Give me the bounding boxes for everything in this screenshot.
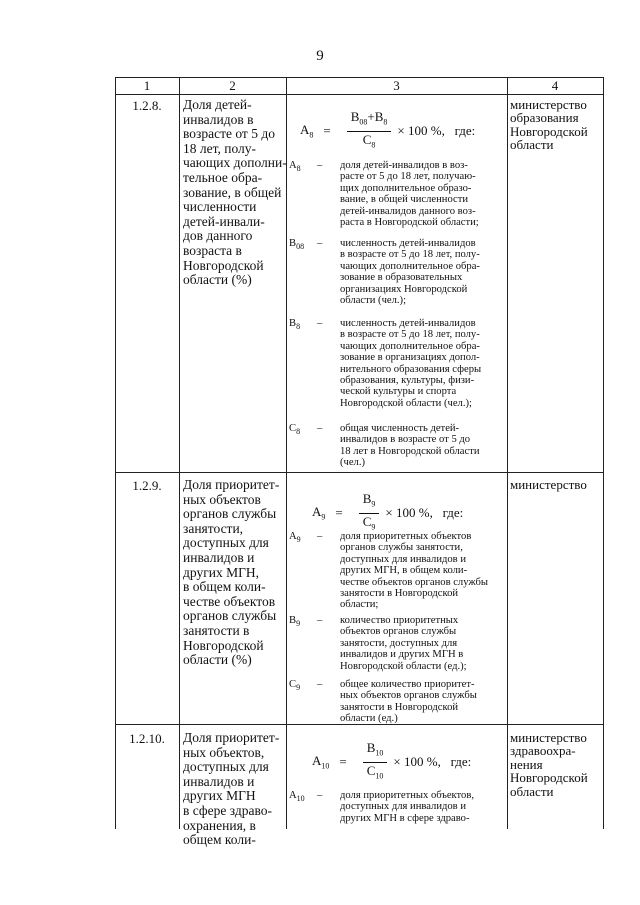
header-col-2: 2 — [229, 78, 236, 93]
def-symbol: $B_8$ — [289, 318, 301, 332]
row-number: 1.2.10. — [129, 731, 165, 746]
col-border-0 — [115, 77, 116, 829]
formula-fraction: $\frac{B_9}{C_9}$ — [359, 492, 380, 534]
formula-fraction: $\frac{B_{10}}{C_{10}}$ — [363, 741, 388, 783]
def-text: численность детей-инвалидов в возрасте от 5 до 18 лет, полу- чающих дополнительное обра- зование в образовательных организациях Новгородской области (чел.); — [340, 238, 480, 307]
def-text: количество приоритетных объектов органов службы занятости, доступных для инвалидов и других МГН в Новгородской области (ед.); — [340, 615, 467, 672]
formula-lhs: $A_9$ — [312, 504, 326, 522]
def-dash: – — [317, 790, 323, 801]
def-symbol: $A_{10}$ — [289, 790, 305, 804]
responsible-ministry: министерство — [510, 477, 587, 492]
col-border-4 — [603, 77, 604, 829]
col-border-1 — [179, 77, 180, 829]
table-top-border — [115, 77, 604, 78]
indicator-name: Доля приоритет- ных объектов органов службы занятости, доступных для инвалидов и других МГН, в общем коли- честве объектов органов службы занятости в Новгородской области (%) — [183, 477, 280, 668]
row-number: 1.2.8. — [132, 98, 162, 113]
def-text: доля приоритетных объектов органов службы занятости, доступных для инвалидов и других МГН, в общем коли- честве объектов органов службы занятости в Новгородской области; — [340, 531, 489, 611]
header-col-1: 1 — [143, 78, 151, 93]
row-border-1 — [115, 472, 604, 473]
def-symbol: $B_9$ — [289, 615, 301, 629]
def-dash: – — [317, 160, 323, 171]
def-dash: – — [317, 679, 323, 690]
header-col-3: 3 — [393, 78, 400, 93]
formula-lhs: $A_8$ — [300, 122, 314, 140]
def-symbol: $A_8$ — [289, 160, 301, 174]
def-dash: – — [317, 318, 323, 329]
formula-fraction: $\frac{B_{08}+B_8}{C_8}$ — [347, 110, 392, 152]
def-symbol: $C_8$ — [289, 423, 301, 437]
col-border-3 — [507, 77, 508, 829]
formula: $A_9$ = $\frac{B_9}{C_9}$ × 100 %, где: — [312, 492, 463, 534]
header-bottom-border — [115, 94, 604, 95]
def-text: общая численность детей- инвалидов в возрасте от 5 до 18 лет в Новгородской области (чел.) — [340, 423, 480, 469]
formula-tail: × 100 %, где: — [393, 754, 472, 770]
def-text: доля детей-инвалидов в воз- расте от 5 до 18 лет, получаю- щих дополнительное образо- вание, в общей численности детей-инвалидов данного воз- раста в Новгородской области; — [340, 160, 479, 229]
formula: $A_8$ = $\frac{B_{08}+B_8}{C_8}$ × 100 %, где: — [300, 110, 475, 152]
def-dash: – — [317, 615, 323, 626]
formula: $A_{10}$ = $\frac{B_{10}}{C_{10}}$ × 100 %, где: — [312, 741, 471, 783]
row-number: 1.2.9. — [132, 478, 162, 493]
formula-tail: × 100 %, где: — [397, 123, 476, 139]
header-col-4: 4 — [551, 78, 559, 93]
indicator-name: Доля приоритет- ных объектов, доступных для инвалидов и других МГН в сфере здраво- охранения, в общем коли- — [183, 730, 280, 848]
formula-lhs: $A_{10}$ — [312, 753, 330, 771]
indicator-name: Доля детей- инвалидов в возрасте от 5 до 18 лет, полу- чающих дополни- тельное обра- зование, в общей численности детей-инвали- дов данного возраста в Новгородской области (%) — [183, 97, 287, 288]
def-dash: – — [317, 423, 323, 434]
def-text: численность детей-инвалидов в возрасте от 5 до 18 лет, полу- чающих дополнительное обра- зование в организациях допол- нительного образования сферы образования, культуры, физи- ческой культуры и спорта Новгородской области (чел.); — [340, 318, 482, 409]
responsible-ministry: министерство образования Новгородской области — [510, 97, 588, 153]
formula-tail: × 100 %, где: — [385, 505, 464, 521]
def-dash: – — [317, 531, 323, 542]
def-text: доля приоритетных объектов, доступных для инвалидов и других МГН в сфере здраво- — [340, 790, 474, 824]
responsible-ministry: министерство здравоохра- нения Новгородской области — [510, 730, 588, 799]
page-number: 9 — [316, 48, 324, 64]
def-text: общее количество приоритет- ных объектов органов службы занятости в Новгородской области (ед.) — [340, 679, 477, 725]
def-symbol: $C_9$ — [289, 679, 301, 693]
def-dash: – — [317, 238, 323, 249]
def-symbol: $A_9$ — [289, 531, 301, 545]
def-symbol: $B_{08}$ — [289, 238, 305, 252]
